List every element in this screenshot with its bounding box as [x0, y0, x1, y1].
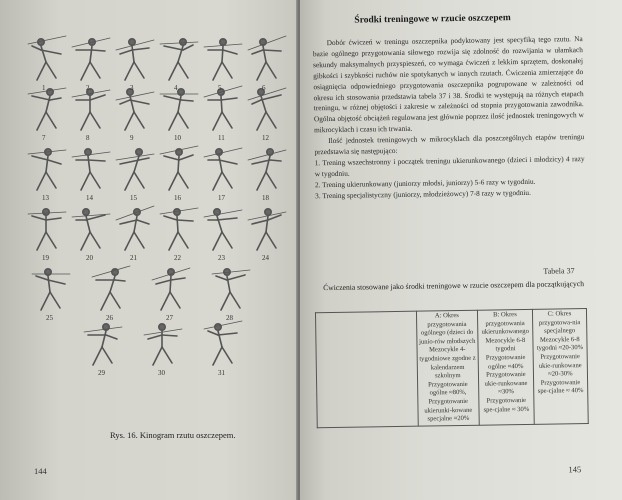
athlete-figure [72, 89, 110, 130]
athlete-figure [92, 266, 130, 310]
cell-line: Przygotowanie ukie-runkowane ≈30% [484, 371, 528, 396]
cell-line: C: Okres przygotowa-nia specjalnego [538, 310, 581, 335]
athlete-figure [160, 208, 198, 250]
table-title: Ćwiczenia stosowane jako środki treningowe w rzucie oszczepem dla początkujących [323, 279, 585, 293]
athlete-figure [160, 146, 198, 190]
athlete-figure [160, 89, 198, 130]
athlete-figure [204, 86, 242, 130]
frame-number: 16 [174, 194, 181, 202]
athlete-figure [248, 36, 286, 80]
frame-number: 25 [46, 314, 53, 322]
frame-number: 24 [262, 254, 269, 262]
table-cell-b [478, 309, 535, 425]
athlete-figure [152, 268, 190, 310]
athlete-figure [32, 269, 70, 310]
frame-number: 10 [174, 134, 181, 142]
athlete-figure [28, 36, 66, 80]
frame-number: 29 [98, 369, 105, 377]
table-row [315, 309, 588, 428]
athlete-figure [72, 38, 110, 80]
athlete-figure [248, 88, 286, 130]
list-item-2: 2. Trening ukierunkowany (juniorzy młodsi, juniorzy) 5-6 razy w tygodniu. [314, 176, 536, 190]
left-page [0, 0, 298, 500]
frame-number: 1 [42, 84, 46, 92]
athlete-figure [28, 88, 66, 130]
frame-number: 13 [42, 194, 49, 202]
athlete-figure [116, 149, 154, 190]
frame-number: 3 [130, 84, 134, 92]
frame-number: 21 [130, 254, 137, 262]
athlete-figure [72, 209, 110, 250]
frame-number: 22 [174, 254, 181, 262]
frame-number: 7 [42, 134, 46, 142]
cell-line: Przygotowanie ogólne ≈40% [485, 353, 526, 371]
frame-number: 20 [86, 254, 93, 262]
frame-number: 23 [218, 254, 225, 262]
cell-line: Mezocykle 4-tygodniowe zgodne z kalendarzem szkolnym [419, 346, 476, 380]
table-cell-empty [315, 311, 417, 427]
frame-number: 27 [166, 314, 173, 322]
frame-number: 30 [158, 369, 165, 377]
athlete-figure [116, 206, 154, 250]
cell-line: Przygotowanie ukie-runkowane ≈20-30% [538, 353, 582, 378]
frame-number: 2 [86, 84, 90, 92]
athlete-figure [28, 149, 66, 190]
cell-line: Mezocykle 6-8 tygodni [485, 336, 526, 353]
athlete-figure [204, 39, 242, 80]
cell-line: Przygotowanie spe-cjalne ≈ 40% [537, 378, 584, 396]
frame-number: 28 [226, 314, 233, 322]
section-title: Środki treningowe w rzucie oszczepem [354, 13, 511, 26]
athlete-figure [144, 324, 182, 365]
paragraph-1: Dobór ćwiczeń w treningu oszczepnika podyktowany jest specyfiką tego rzutu. Na bazie ogólnego przygotowania siłowego rozwija się zdolność do rozwijania w ułamkach sekundy maksymalnych przyspieszeń, co wymaga ćwiczeń z lekkim sprzętem, doskonałej gibkości i szybkości ruchów nie spotykanych w innych rzutach. Ćwiczenia zmierzające do osiągnięcia odpowiedniego przygotowania oszczepnika pogrupowane w zależności od okresu ich stosowania przedstawia tabela 37 i 38. Środki te występują na różnych etapach treningu, w różnej objętości i zakresie w zależności od stopnia przygotowania zawodnika. Ogólna objętość obciążeń regulowana jest głównie poprzez ilość jednostek treningowych w mikrocyklach i czasu ich trwania. [312, 34, 584, 135]
table-cell-c [532, 309, 588, 425]
cell-line: B: Okres przygotowania ukierunkowanego [481, 311, 529, 336]
frame-number: 6 [262, 84, 266, 92]
page-number-left: 144 [34, 466, 47, 476]
table-cell-a [416, 310, 479, 426]
exercise-table [315, 308, 589, 428]
cell-line: Przygotowanie ogólne ≈80%, [428, 380, 468, 397]
frame-number: 8 [86, 134, 90, 142]
frame-number: 15 [130, 194, 137, 202]
cell-line: Przygotowanie ukierunki-kowane specjalne ≈20% [424, 397, 473, 423]
athlete-figure [212, 269, 250, 310]
athlete-figure [116, 89, 154, 130]
frame-number: 5 [218, 84, 222, 92]
page-number-right: 145 [568, 464, 582, 475]
frame-number: 12 [262, 134, 269, 142]
athlete-figure [160, 39, 198, 80]
frame-number: 17 [218, 194, 225, 202]
frame-number: 26 [106, 314, 113, 322]
frame-number: 9 [130, 134, 134, 142]
athlete-figure [72, 149, 110, 190]
right-page [300, 0, 622, 500]
athlete-figure [84, 324, 122, 365]
athlete-figure [116, 39, 154, 80]
frame-number: 11 [218, 134, 225, 142]
athlete-figure [204, 209, 242, 250]
athlete-figure [248, 209, 286, 250]
list-item-1: 1. Trening wszechstronny i początek treningu ukierunkowanego (dzieci i młodzicy) 4 razy w tygodniu. [314, 154, 585, 179]
table-number: Tabela 37 [543, 266, 575, 276]
athlete-figure [204, 321, 242, 365]
cell-line: A: Okres przygotowania ogólnego (dzieci do junio-rów młodszych [419, 312, 476, 346]
figure-caption: Rys. 16. Kinogram rzutu oszczepem. [110, 430, 236, 440]
athlete-figure [28, 209, 66, 250]
frame-number: 19 [42, 254, 49, 262]
paragraph-2: Ilość jednostek treningowych w mikrocyklach dla poszczególnych etapów treningu przedstawia się następująco: [314, 132, 585, 157]
frame-number: 4 [174, 84, 178, 92]
athlete-figure [248, 149, 286, 190]
frame-number: 14 [86, 194, 93, 202]
frame-number: 18 [262, 194, 269, 202]
cell-line: Mezocykle 6-8 tygodni ≈20-30% [536, 335, 584, 353]
frame-number: 31 [218, 369, 225, 377]
body-text [313, 34, 586, 202]
cell-line: Przygotowanie spe-cjalne ≈ 30% [483, 396, 530, 414]
javelin-kinogram-figure [20, 20, 290, 420]
kinogram-drawing [20, 20, 290, 420]
list-item-3: 3. Trening specjalistyczny (juniorzy, młodzieżowcy) 7-8 razy w tygodniu. [315, 187, 531, 200]
athlete-figure [204, 148, 242, 190]
